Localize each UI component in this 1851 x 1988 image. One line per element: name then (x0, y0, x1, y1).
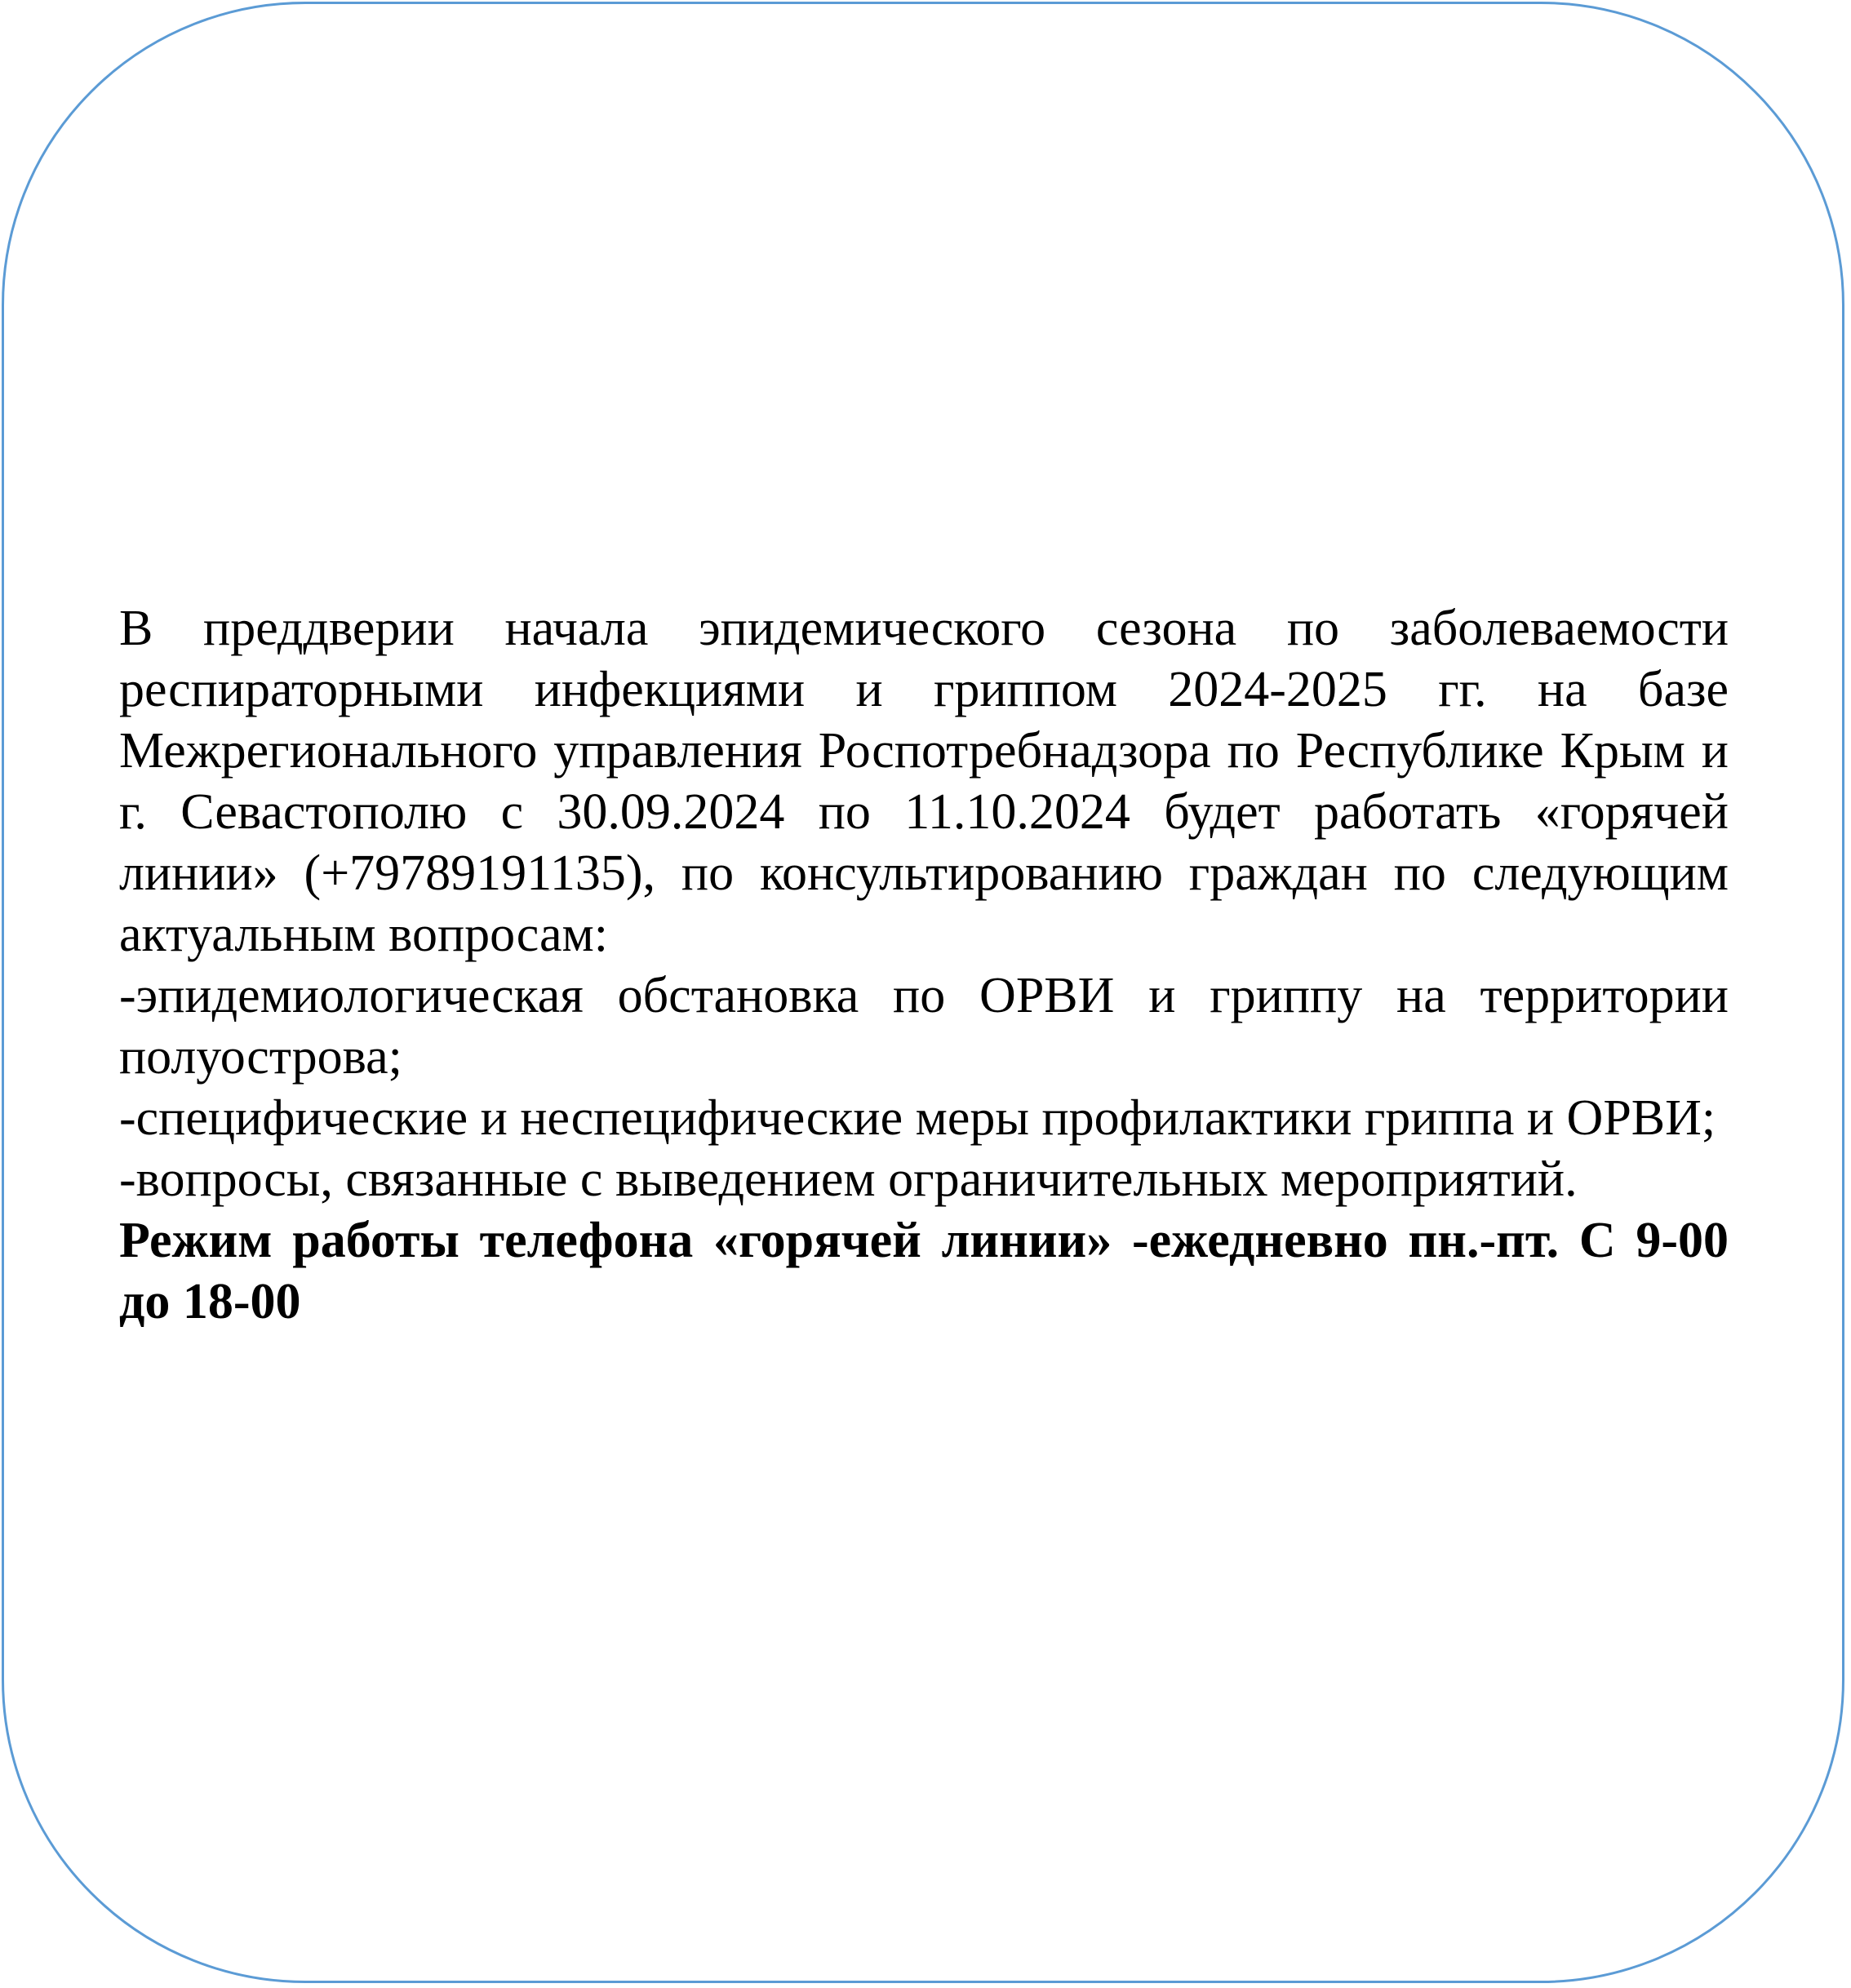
topic-item: -эпидемиологическая обстановка по ОРВИ и гриппу на территории полуострова; (119, 968, 1729, 1085)
schedule-paragraph: Режим работы телефона «горячей линии» -ежедневно пн.-пт. С 9-00 до 18-00 (119, 1213, 1729, 1329)
topic-item: -специфические и неспецифические меры профилактики гриппа и ОРВИ; (119, 1090, 1716, 1146)
announcement-text (119, 598, 1729, 1333)
topic-item: -вопросы, связанные с выведением ограничительных мероприятий. (119, 1152, 1578, 1207)
intro-paragraph: В преддверии начала эпидемического сезона по заболеваемости респираторными инфекциями и гриппом 2024-2025 гг. на базе Межрегионального управления Роспотребнадзора по Республике Крым и г. Севастополю с 30.09.2024 по 11.10.2024 будет работать «горячей линии» (+79789191135), по консультированию граждан по следующим актуальным вопросам: (119, 601, 1729, 962)
